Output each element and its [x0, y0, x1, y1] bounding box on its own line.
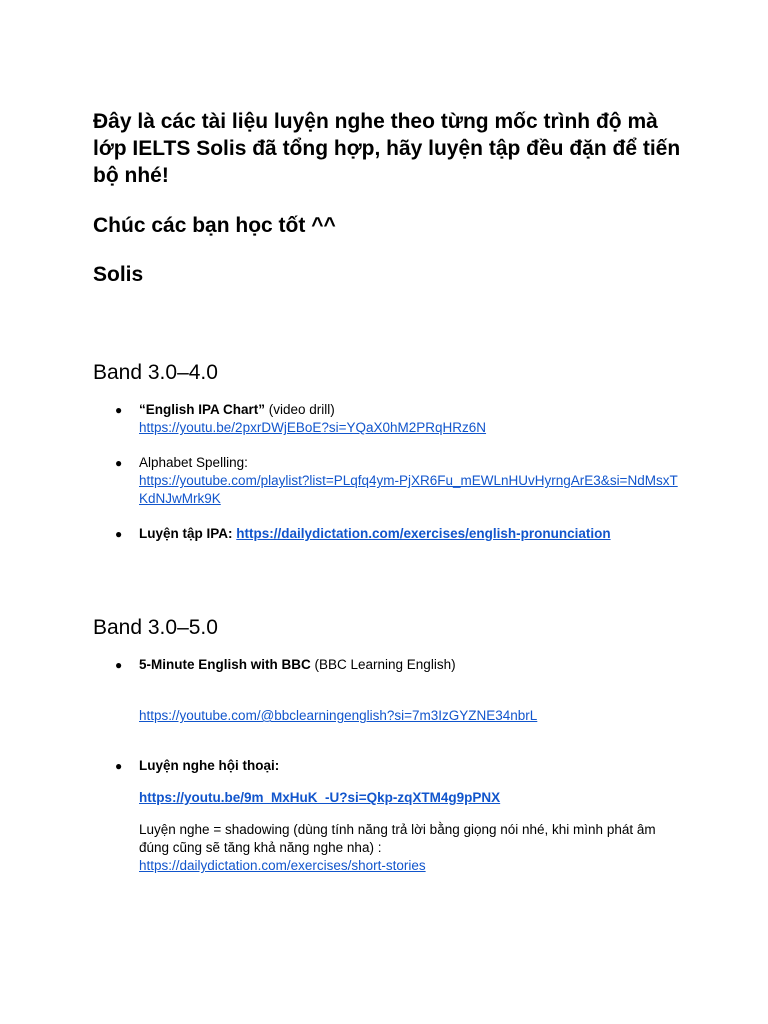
item-title: 5-Minute English with BBC [139, 657, 311, 672]
bullet-icon: ● [115, 658, 123, 672]
conversation-video-link[interactable]: https://youtu.be/9m_MxHuK_-U?si=Qkp-zqXTM4g9pPNX [139, 790, 501, 805]
list-item [115, 757, 679, 775]
item-title: Luyện tập IPA: [139, 526, 237, 541]
alphabet-spelling-link[interactable]: https://youtube.com/playlist?list=PLqfq4ym-PjXR6Fu_mEWLnHUvHyrngArE3&si=NdMsxTKdNJwMrk9K [139, 473, 678, 506]
bullet-icon: ● [115, 527, 123, 541]
item-text: Alphabet Spelling: [139, 455, 248, 470]
list-item [115, 401, 679, 437]
shadowing-note [139, 821, 669, 875]
bbc-channel-link[interactable]: https://youtube.com/@bbclearningenglish?si=7m3IzGYZNE34nbrL [139, 708, 538, 723]
item-text: (BBC Learning English) [310, 657, 456, 672]
item-title: Luyện nghe hội thoại: [139, 758, 280, 773]
band-3-4-heading: Band 3.0–4.0 [93, 361, 218, 384]
list-item [115, 525, 679, 543]
list-item [115, 454, 679, 508]
bullet-icon: ● [115, 759, 123, 773]
item-title: “English IPA Chart” [139, 402, 266, 417]
link-line [139, 789, 679, 807]
intro-heading: Đây là các tài liệu luyện nghe theo từng mốc trình độ mà lớp IELTS Solis đã tổng hợp, hãy luyện tập đều đặn để tiến bộ nhé! [93, 110, 681, 187]
item-text: (video drill) [265, 402, 335, 417]
ipa-chart-link[interactable]: https://youtu.be/2pxrDWjEBoE?si=YQaX0hM2PRqHRz6N [139, 420, 487, 435]
note-text: Luyện nghe = shadowing (dùng tính năng trả lời bằng giọng nói nhé, khi mình phát âm đúng cũng sẽ tăng khả năng nghe nha) : [139, 822, 656, 855]
wish-text: Chúc các bạn học tốt ^^ [93, 214, 336, 237]
band-3-5-heading: Band 3.0–5.0 [93, 616, 218, 639]
list-item [115, 656, 679, 674]
bullet-icon: ● [115, 456, 123, 470]
bullet-icon: ● [115, 403, 123, 417]
short-stories-link[interactable]: https://dailydictation.com/exercises/short-stories [139, 858, 426, 873]
link-line [139, 707, 679, 725]
signature: Solis [93, 263, 144, 286]
ipa-practice-link[interactable]: https://dailydictation.com/exercises/english-pronunciation [236, 526, 611, 541]
